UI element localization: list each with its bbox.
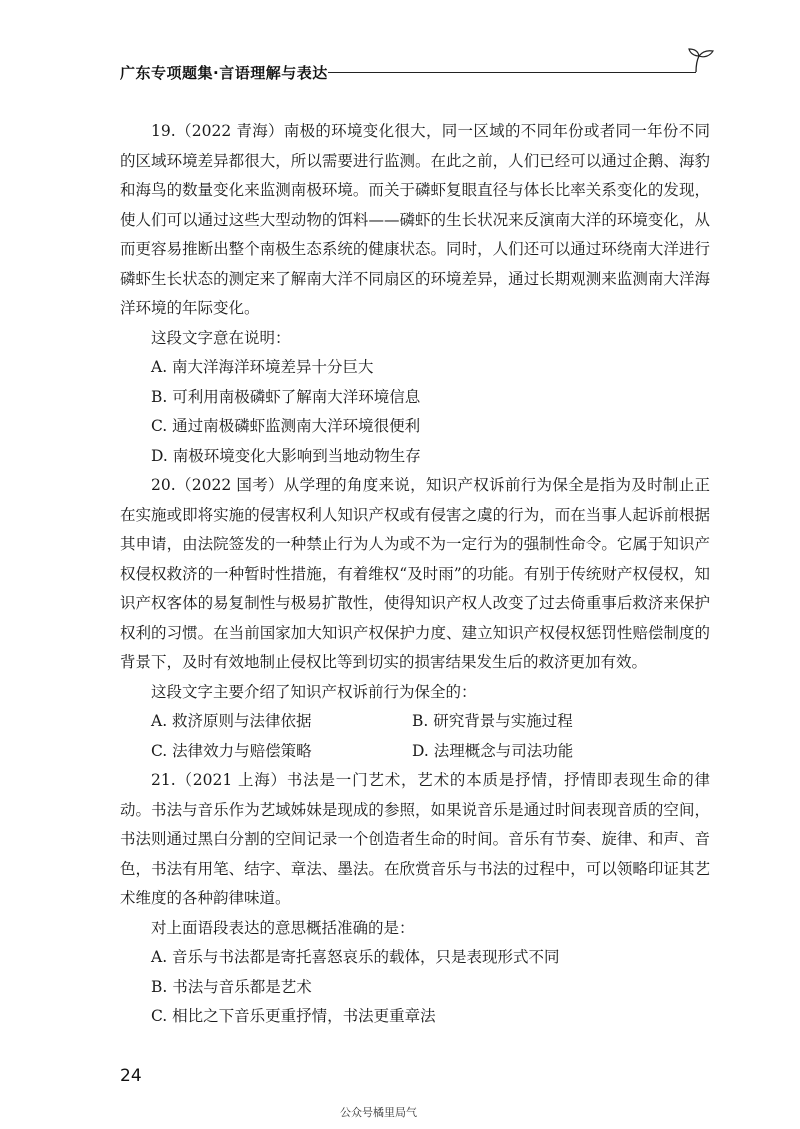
question-21-passage: 21.（2021 上海）书法是一门艺术，艺术的本质是抒情，抒情即表现生命的律动。书法与音乐作为艺域姊妹是现成的参照，如果说音乐是通过时间表现音质的空间，书法则通过黑白分割的空间记录一个创造者生命的时间。音乐有节奏、旋律、和声、音色，书法有用笔、结字、章法、墨法。在欣赏音乐与书法的过程中，可以领略印证其艺术维度的各种韵律味道。: [120, 771, 710, 907]
header-title: 广东专项题集·言语理解与表达: [120, 64, 328, 82]
question-20-options-row-1: [120, 707, 710, 737]
page-content: [120, 117, 710, 1032]
question-20-option-c: C. 法律效力与赔偿策略: [151, 741, 312, 760]
header-rule: [328, 72, 696, 73]
question-20-stem: 这段文字主要介绍了知识产权诉前行为保全的：: [151, 682, 477, 701]
question-21-option-a: A. 音乐与书法都是寄托喜怒哀乐的载体，只是表现形式不同: [151, 948, 560, 966]
question-19-option-b: B. 可利用南极磷虾了解南大洋环境信息: [151, 387, 421, 406]
question-20-option-b: B. 研究背景与实施过程: [412, 712, 573, 730]
running-header: [120, 58, 720, 98]
question-19-option-a: A. 南大洋海洋环境差异十分巨大: [151, 358, 374, 376]
question-19-option-c: C. 通过南极磷虾监测南大洋环境很便利: [151, 417, 421, 435]
question-20-option-d: D. 法理概念与司法功能: [412, 741, 574, 760]
watermark-text: 公众号橘里局气: [340, 1106, 417, 1119]
page-number: 24: [120, 1066, 142, 1086]
question-20-options-row-2: [120, 737, 710, 767]
sprout-icon: [686, 46, 716, 76]
question-20-option-a: A. 救济原则与法律依据: [151, 712, 312, 730]
question-19-stem: 这段文字意在说明：: [151, 328, 291, 347]
question-20-passage: 20.（2022 国考）从学理的角度来说，知识产权诉前行为保全是指为及时制止正在实施或即将实施的侵害权利人知识产权或有侵害之虞的行为，而在当事人起诉前根据其申请，由法院签发的一种禁止行为人为或不为一定行为的强制性命令。它属于知识产权侵权救济的一种暂时性措施，有着维权“及时雨”的功能。有别于传统财产权侵权，知识产权客体的易复制性与极易扩散性，使得知识产权人改变了过去倚重事后救济来保护权利的习惯。在当前国家加大知识产权保护力度、建立知识产权侵权惩罚性赔偿制度的背景下，及时有效地制止侵权比等到切实的损害结果发生后的救济更加有效。: [120, 476, 710, 671]
question-21-stem: 对上面语段表达的意思概括准确的是：: [151, 918, 415, 937]
question-19-passage: 19.（2022 青海）南极的环境变化很大，同一区域的不同年份或者同一年份不同的区域环境差异都很大，所以需要进行监测。在此之前，人们已经可以通过企鹅、海豹和海鸟的数量变化来监测南极环境。而关于磷虾复眼直径与体长比率关系变化的发现，使人们可以通过这些大型动物的饵料——磷虾的生长状况来反演南大洋的环境变化，从而更容易推断出整个南极生态系统的健康状态。同时，人们还可以通过环绕南大洋进行磷虾生长状态的测定来了解南大洋不同扇区的环境差异，通过长期观测来监测南大洋海洋环境的年际变化。: [120, 122, 710, 317]
question-19-option-d: D. 南极环境变化大影响到当地动物生存: [151, 446, 421, 465]
question-21-option-b: B. 书法与音乐都是艺术: [151, 977, 312, 996]
question-21-option-c: C. 相比之下音乐更重抒情，书法更重章法: [151, 1007, 436, 1025]
